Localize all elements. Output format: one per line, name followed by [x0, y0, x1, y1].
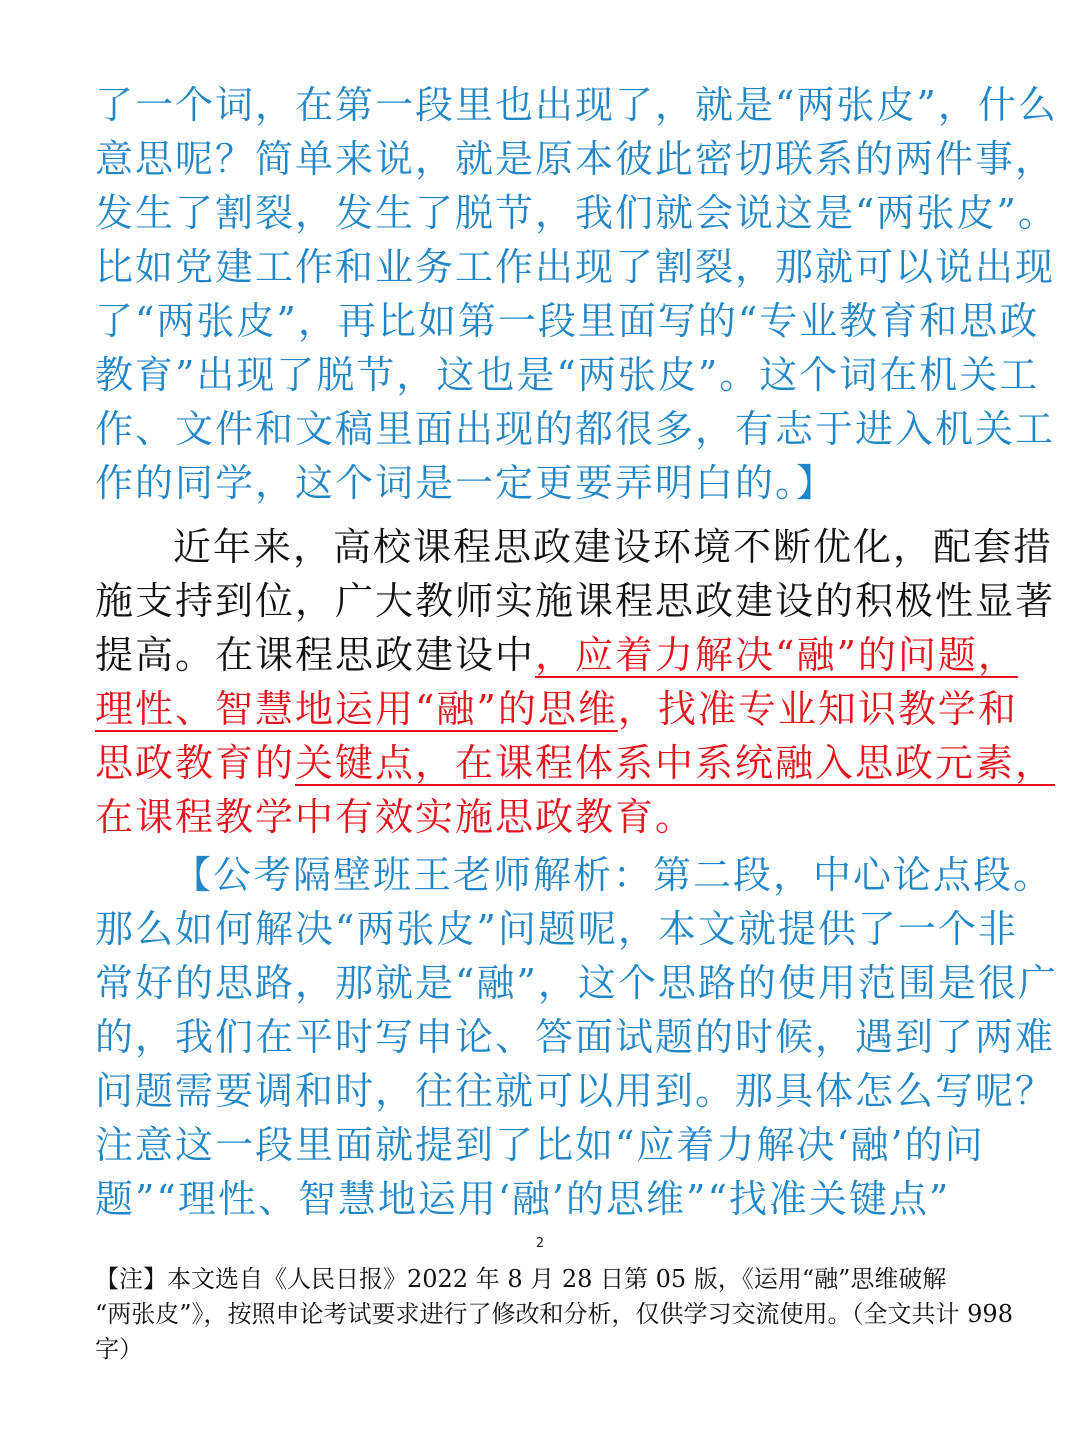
emphasis-text: ，找准专业知识教学和: [617, 687, 1018, 731]
footnote: [95, 1262, 1013, 1367]
analysis-paragraph-continued: [95, 78, 1058, 510]
text-line: 了“两张皮”，再比如第一段里面写的“专业教育和思政: [95, 299, 1040, 343]
text-line: 常好的思路，那就是“融”，这个思路的使用范围是很广: [95, 961, 1058, 1005]
text-line: 的，我们在平时写申论、答面试题的时候，遇到了两难: [95, 1015, 1056, 1059]
highlighted-text: 理性、智慧地运用“融”的思维: [95, 687, 618, 731]
text-line: [95, 628, 1018, 682]
text-line: 在课程教学中有效实施思政教育。: [95, 795, 696, 839]
text-line: 意思呢？简单来说，就是原本彼此密切联系的两件事，: [95, 137, 1056, 181]
highlighted-text: 关键点，在课程体系中系统融入思政元素，: [295, 741, 1056, 785]
footnote-line: 字）: [95, 1335, 143, 1363]
text-line: 作、文件和文稿里面出现的都很多，有志于进入机关工: [95, 407, 1056, 451]
text-line: 作的同学，这个词是一定更要弄明白的。】: [95, 461, 837, 505]
analysis-paragraph-two: [95, 848, 1058, 1226]
text-line: 那么如何解决“两张皮”问题呢，本文就提供了一个非: [95, 907, 1018, 951]
plain-text: 提高。在课程思政建设中: [95, 633, 536, 677]
footnote-line: 【注】本文选自《人民日报》2022 年 8 月 28 日第 05 版，《运用“融”思维破解: [95, 1265, 947, 1293]
text-line: 了一个词，在第一段里也出现了，就是“两张皮”，什么: [95, 83, 1058, 127]
footnote-line: “两张皮”》，按照申论考试要求进行了修改和分析，仅供学习交流使用。（全文共计 998: [95, 1300, 1013, 1328]
highlighted-text: ，应着力解决“融”的问题，: [535, 633, 1018, 677]
emphasis-text: 思政教育的: [95, 741, 296, 785]
text-line: 发生了割裂，发生了脱节，我们就会说这是“两张皮”。: [95, 191, 1058, 235]
text-line: 题”“理性、智慧地运用‘融’的思维”“找准关键点”: [95, 1177, 951, 1221]
text-line: [95, 736, 1056, 790]
text-line: 问题需要调和时，往往就可以用到。那具体怎么写呢？: [95, 1069, 1056, 1113]
text-line: 施支持到位，广大教师实施课程思政建设的积极性显著: [95, 579, 1056, 623]
page-number: 2: [535, 1236, 545, 1251]
text-line: 教育”出现了脱节，这也是“两张皮”。这个词在机关工: [95, 353, 1040, 397]
text-line: [95, 682, 1018, 736]
article-paragraph-two: [95, 520, 1056, 844]
text-line: 【公考隔壁班王老师解析：第二段，中心论点段。: [173, 853, 1054, 897]
text-line: 近年来，高校课程思政建设环境不断优化，配套措: [173, 525, 1054, 569]
text-line: 注意这一段里面就提到了比如“应着力解决‘融’的问: [95, 1123, 985, 1167]
text-line: 比如党建工作和业务工作出现了割裂，那就可以说出现: [95, 245, 1056, 289]
